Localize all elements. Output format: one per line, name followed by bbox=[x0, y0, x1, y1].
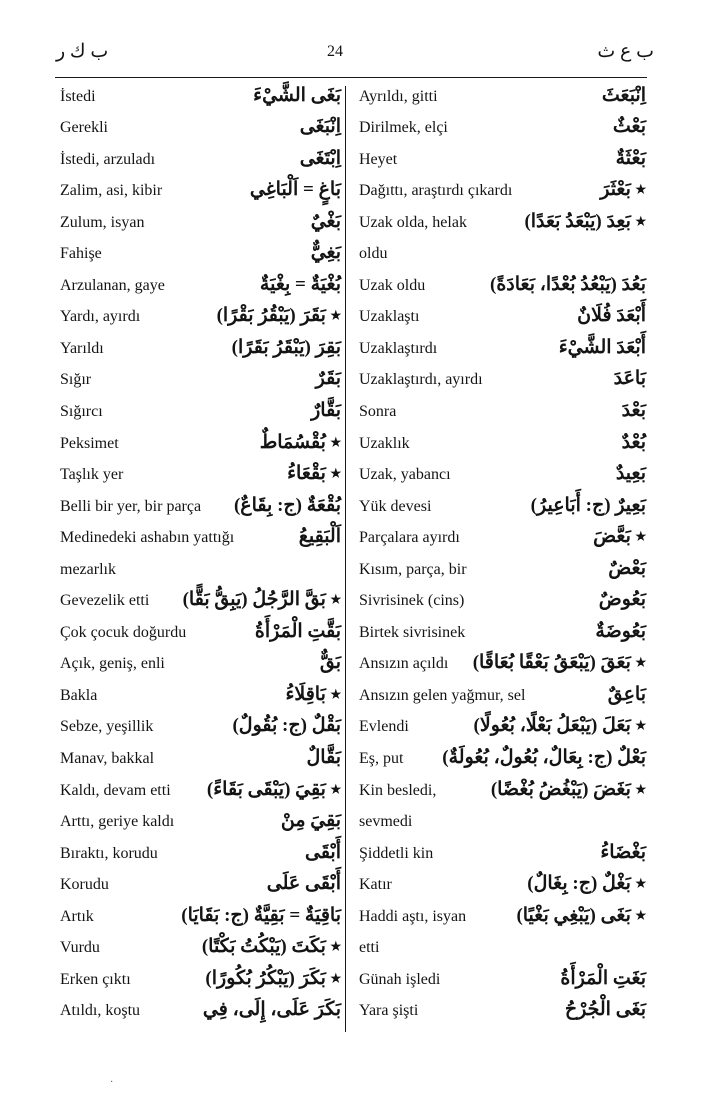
turkish-meaning: Uzaklaştı bbox=[359, 308, 420, 326]
turkish-meaning: Manav, bakkal bbox=[60, 750, 155, 768]
dictionary-entry bbox=[60, 427, 341, 459]
dictionary-entry bbox=[60, 774, 341, 806]
arabic-headword: بَعِيرٌ (ج: أَبَاعِيرُ) bbox=[530, 494, 646, 516]
turkish-meaning: Atıldı, koştu bbox=[60, 1002, 141, 1020]
arabic-headword: أَبْعَدَ الشَّيْءَ bbox=[558, 336, 646, 358]
dictionary-entry bbox=[359, 963, 646, 995]
dictionary-entry bbox=[60, 269, 341, 301]
arabic-headword: بَاغٍ = اَلْبَاغِي bbox=[249, 179, 341, 201]
arabic-headword: أَبْقَى عَلَى bbox=[266, 873, 341, 895]
dictionary-entry bbox=[359, 459, 646, 491]
turkish-meaning: Gerekli bbox=[60, 119, 108, 137]
turkish-meaning: Belli bir yer, bir parça bbox=[60, 497, 202, 515]
arabic-headword: ٭ بَعَّضَ bbox=[593, 526, 646, 548]
turkish-meaning: Uzak oldu bbox=[359, 276, 426, 294]
turkish-meaning: Sivrisinek (cins) bbox=[359, 592, 465, 610]
arabic-headword: بَاقِيَةٌ = بَقِيَّةٌ (ج: بَقَايَا) bbox=[181, 904, 341, 926]
dictionary-entry bbox=[60, 932, 341, 964]
dictionary-entry bbox=[60, 995, 341, 1027]
turkish-meaning: Zulum, isyan bbox=[60, 213, 145, 231]
arabic-headword: بَعُوضٌ bbox=[598, 589, 646, 611]
dictionary-entry bbox=[60, 648, 341, 680]
turkish-meaning: Yara şişti bbox=[359, 1002, 419, 1020]
dictionary-entry bbox=[60, 711, 341, 743]
turkish-meaning: Sonra bbox=[359, 403, 397, 421]
arabic-headword: بُعْدٌ bbox=[621, 431, 646, 453]
turkish-meaning: Vurdu bbox=[60, 939, 100, 957]
turkish-meaning: Uzaklaştırdı bbox=[359, 339, 438, 357]
turkish-meaning: Katır bbox=[359, 876, 392, 894]
turkish-meaning: Dağıttı, araştırdı çıkardı bbox=[359, 182, 513, 200]
turkish-meaning: Açık, geniş, enli bbox=[60, 655, 165, 673]
arabic-headword: ٭ بَقَرَ (يَبْقُرُ بَقْرًا) bbox=[216, 305, 341, 327]
turkish-meaning: Heyet bbox=[359, 150, 398, 168]
turkish-meaning: Bıraktı, korudu bbox=[60, 844, 158, 862]
turkish-meaning: Arzulanan, gaye bbox=[60, 276, 165, 294]
dictionary-entry bbox=[60, 206, 341, 238]
header-left-letters: ب ك ر bbox=[56, 41, 109, 62]
arabic-headword: بَقَرٌ bbox=[315, 368, 341, 390]
turkish-meaning: Kısım, parça, bir bbox=[359, 560, 467, 578]
dictionary-entry bbox=[60, 522, 341, 554]
dictionary-entry bbox=[359, 679, 646, 711]
turkish-meaning: Ayrıldı, gitti bbox=[359, 87, 438, 105]
dictionary-entry bbox=[359, 143, 646, 175]
dictionary-entry bbox=[60, 806, 341, 838]
arabic-headword: ٭ بَقَّ الرَّجُلُ (يَبِقُّ بَقًّا) bbox=[182, 589, 341, 611]
dictionary-entry bbox=[60, 364, 341, 396]
header-rule bbox=[55, 77, 647, 78]
dictionary-entry bbox=[359, 206, 646, 238]
arabic-headword: بَغِيٌّ bbox=[310, 242, 341, 264]
turkish-meaning: mezarlık bbox=[60, 560, 116, 578]
dictionary-entry bbox=[60, 332, 341, 364]
turkish-meaning: Çok çocuk doğurdu bbox=[60, 623, 187, 641]
arabic-headword: اِبْتَغَى bbox=[299, 147, 341, 169]
dictionary-entry bbox=[359, 490, 646, 522]
scan-speck: · bbox=[110, 1077, 114, 1088]
turkish-meaning: Eş, put bbox=[359, 750, 404, 768]
arabic-headword: بَقَّتِ الْمَرْأَةُ bbox=[254, 620, 341, 642]
arabic-headword: بَقْلٌ (ج: بُقُولٌ) bbox=[232, 715, 341, 737]
turkish-meaning: Korudu bbox=[60, 876, 109, 894]
turkish-meaning: Sığır bbox=[60, 371, 92, 389]
turkish-meaning: Artık bbox=[60, 907, 94, 925]
arabic-headword: بَعْثٌ bbox=[612, 116, 646, 138]
arabic-headword: بَعْدَ bbox=[621, 400, 646, 422]
dictionary-entry bbox=[60, 742, 341, 774]
arabic-headword: بَعِيدٌ bbox=[615, 463, 646, 485]
dictionary-entry bbox=[359, 995, 646, 1027]
turkish-meaning: Uzak olda, helak bbox=[359, 213, 467, 231]
right-column bbox=[359, 80, 646, 1026]
turkish-meaning: oldu bbox=[359, 245, 388, 263]
arabic-headword: ٭ بَقِيَ (يَبْقَى بَقَاءً) bbox=[206, 778, 341, 800]
dictionary-entry bbox=[359, 269, 646, 301]
dictionary-entry bbox=[60, 963, 341, 995]
arabic-headword: ٭ بَغْلٌ (ج: بِغَالٌ) bbox=[527, 873, 646, 895]
turkish-meaning: Birtek sivrisinek bbox=[359, 623, 466, 641]
turkish-meaning: Ansızın gelen yağmur, sel bbox=[359, 686, 526, 704]
turkish-meaning: İstedi bbox=[60, 87, 96, 105]
arabic-headword: بَقَّارٌ bbox=[311, 400, 341, 422]
arabic-headword: اِنْبَغَى bbox=[299, 116, 341, 138]
arabic-headword: ٭ بَكَتَ (يَبْكُتُ بَكْتًا) bbox=[201, 936, 341, 958]
arabic-headword: بَاعَدَ bbox=[613, 368, 646, 390]
dictionary-entry bbox=[359, 932, 646, 964]
turkish-meaning: İstedi, arzuladı bbox=[60, 150, 156, 168]
turkish-meaning: Peksimet bbox=[60, 434, 119, 452]
left-column bbox=[60, 80, 341, 1026]
dictionary-entry bbox=[60, 301, 341, 333]
dictionary-entry bbox=[60, 459, 341, 491]
turkish-meaning: Erken çıktı bbox=[60, 970, 131, 988]
dictionary-entry bbox=[60, 837, 341, 869]
dictionary-entry bbox=[60, 490, 341, 522]
dictionary-entry bbox=[359, 427, 646, 459]
turkish-meaning: sevmedi bbox=[359, 813, 413, 831]
arabic-headword: ٭ بَعِدَ (يَبْعَدُ بَعَدًا) bbox=[524, 210, 646, 232]
arabic-headword: بَعْضٌ bbox=[608, 557, 646, 579]
arabic-headword: أَبْعَدَ فُلَانٌ bbox=[577, 305, 646, 327]
turkish-meaning: Fahişe bbox=[60, 245, 102, 263]
arabic-headword: ٭ بَاقِلَاءُ bbox=[285, 683, 341, 705]
dictionary-entry bbox=[359, 648, 646, 680]
dictionary-entry bbox=[359, 175, 646, 207]
dictionary-entry bbox=[60, 679, 341, 711]
header-right-letters: ب ع ث bbox=[597, 41, 654, 62]
dictionary-entry bbox=[359, 742, 646, 774]
dictionary-entry bbox=[359, 869, 646, 901]
dictionary-entry bbox=[359, 837, 646, 869]
turkish-meaning: Yük devesi bbox=[359, 497, 432, 515]
arabic-headword: بَعْلٌ (ج: بِعَالٌ، بُعُولٌ، بُعُولَةٌ) bbox=[442, 747, 646, 769]
arabic-headword: بَغْضَاءُ bbox=[600, 841, 646, 863]
arabic-headword: بَقِرَ (يَبْقَرُ بَقَرًا) bbox=[231, 336, 341, 358]
dictionary-entry bbox=[60, 900, 341, 932]
arabic-headword: بَغَتِ الْمَرْأَةُ bbox=[560, 967, 646, 989]
turkish-meaning: Bakla bbox=[60, 686, 98, 704]
arabic-headword: بَعُوضَةٌ bbox=[595, 620, 646, 642]
arabic-headword: بَقِيَ مِنْ bbox=[280, 810, 341, 832]
dictionary-entry bbox=[60, 585, 341, 617]
turkish-meaning: Şiddetli kin bbox=[359, 844, 434, 862]
arabic-headword: اَلْبَقِيعُ bbox=[298, 526, 341, 548]
turkish-meaning: Haddi aştı, isyan bbox=[359, 907, 467, 925]
turkish-meaning: Uzaklaştırdı, ayırdı bbox=[359, 371, 483, 389]
turkish-meaning: Yarıldı bbox=[60, 339, 104, 357]
turkish-meaning: Ansızın açıldı bbox=[359, 655, 449, 673]
arabic-headword: بَقَّالٌ bbox=[306, 747, 341, 769]
arabic-headword: ٭ بَقْعَاءُ bbox=[287, 463, 341, 485]
turkish-meaning: Evlendi bbox=[359, 718, 409, 736]
dictionary-entry bbox=[359, 806, 646, 838]
turkish-meaning: Kin besledi, bbox=[359, 781, 437, 799]
turkish-meaning: Sığırcı bbox=[60, 403, 103, 421]
dictionary-entry bbox=[359, 332, 646, 364]
arabic-headword: بَقٌّ bbox=[319, 652, 341, 674]
dictionary-entry bbox=[60, 112, 341, 144]
turkish-meaning: Uzak, yabancı bbox=[359, 466, 451, 484]
arabic-headword: بُغْيَةٌ = بِغْيَةٌ bbox=[259, 273, 341, 295]
turkish-meaning: Taşlık yer bbox=[60, 466, 124, 484]
arabic-headword: بَكَرَ عَلَى، إِلَى، فِي bbox=[202, 999, 341, 1021]
arabic-headword: ٭ بَعَقَ (يَبْعَقُ بَعْقًا بُعَاقًا) bbox=[472, 652, 646, 674]
turkish-meaning: Parçalara ayırdı bbox=[359, 529, 460, 547]
dictionary-entry bbox=[359, 80, 646, 112]
arabic-headword: بَغَى الْجُرْحُ bbox=[564, 999, 646, 1021]
arabic-headword: بَعْثَةٌ bbox=[615, 147, 646, 169]
arabic-headword: ٭ بَعَلَ (يَبْعَلُ بَعْلًا، بُعُولًا) bbox=[473, 715, 646, 737]
dictionary-entry bbox=[359, 711, 646, 743]
dictionary-entry bbox=[359, 112, 646, 144]
dictionary-entry bbox=[359, 301, 646, 333]
turkish-meaning: etti bbox=[359, 939, 380, 957]
dictionary-entry bbox=[359, 364, 646, 396]
dictionary-entry bbox=[359, 585, 646, 617]
turkish-meaning: Uzaklık bbox=[359, 434, 410, 452]
turkish-meaning: Sebze, yeşillik bbox=[60, 718, 154, 736]
arabic-headword: أَبْقَى bbox=[304, 841, 341, 863]
dictionary-entry bbox=[60, 869, 341, 901]
arabic-headword: بَاعِقٌ bbox=[607, 683, 646, 705]
dictionary-entry bbox=[60, 175, 341, 207]
turkish-meaning: Gevezelik etti bbox=[60, 592, 150, 610]
arabic-headword: بَعُدَ (يَبْعُدُ بُعْدًا، بَعَادَةً) bbox=[490, 273, 646, 295]
dictionary-entry bbox=[60, 395, 341, 427]
dictionary-entry bbox=[359, 522, 646, 554]
dictionary-entry bbox=[60, 80, 341, 112]
dictionary-entry bbox=[60, 616, 341, 648]
turkish-meaning: Arttı, geriye kaldı bbox=[60, 813, 175, 831]
arabic-headword: اِنْبَعَثَ bbox=[601, 84, 646, 106]
dictionary-entry bbox=[359, 900, 646, 932]
column-divider bbox=[345, 86, 346, 1032]
dictionary-entry bbox=[60, 238, 341, 270]
dictionary-entry bbox=[359, 553, 646, 585]
arabic-headword: بَغَى الشَّيْءَ bbox=[253, 84, 341, 106]
dictionary-entry bbox=[359, 395, 646, 427]
arabic-headword: بَغْيٌ bbox=[310, 210, 341, 232]
arabic-headword: بُقْعَةٌ (ج: بِقَاعٌ) bbox=[233, 494, 341, 516]
turkish-meaning: Zalim, asi, kibir bbox=[60, 182, 163, 200]
turkish-meaning: Kaldı, devam etti bbox=[60, 781, 171, 799]
turkish-meaning: Dirilmek, elçi bbox=[359, 119, 448, 137]
turkish-meaning: Günah işledi bbox=[359, 970, 441, 988]
dictionary-entry bbox=[359, 774, 646, 806]
turkish-meaning: Medinedeki ashabın yattığı bbox=[60, 529, 235, 547]
dictionary-entry bbox=[359, 238, 646, 270]
arabic-headword: ٭ بُقْسُمَاطٌ bbox=[259, 431, 341, 453]
arabic-headword: ٭ بَكَرَ (يَبْكُرُ بُكُورًا) bbox=[205, 967, 341, 989]
page-number: 24 bbox=[327, 43, 343, 60]
dictionary-entry bbox=[60, 143, 341, 175]
dictionary-entry bbox=[359, 616, 646, 648]
arabic-headword: ٭ بَغَى (يَبْغِي بَغْيًا) bbox=[516, 904, 646, 926]
arabic-headword: ٭ بَعْثَرَ bbox=[600, 179, 646, 201]
turkish-meaning: Yardı, ayırdı bbox=[60, 308, 141, 326]
arabic-headword: ٭ بَغَضَ (يَبْغُضُ بُغْضًا) bbox=[490, 778, 646, 800]
dictionary-entry bbox=[60, 553, 341, 585]
